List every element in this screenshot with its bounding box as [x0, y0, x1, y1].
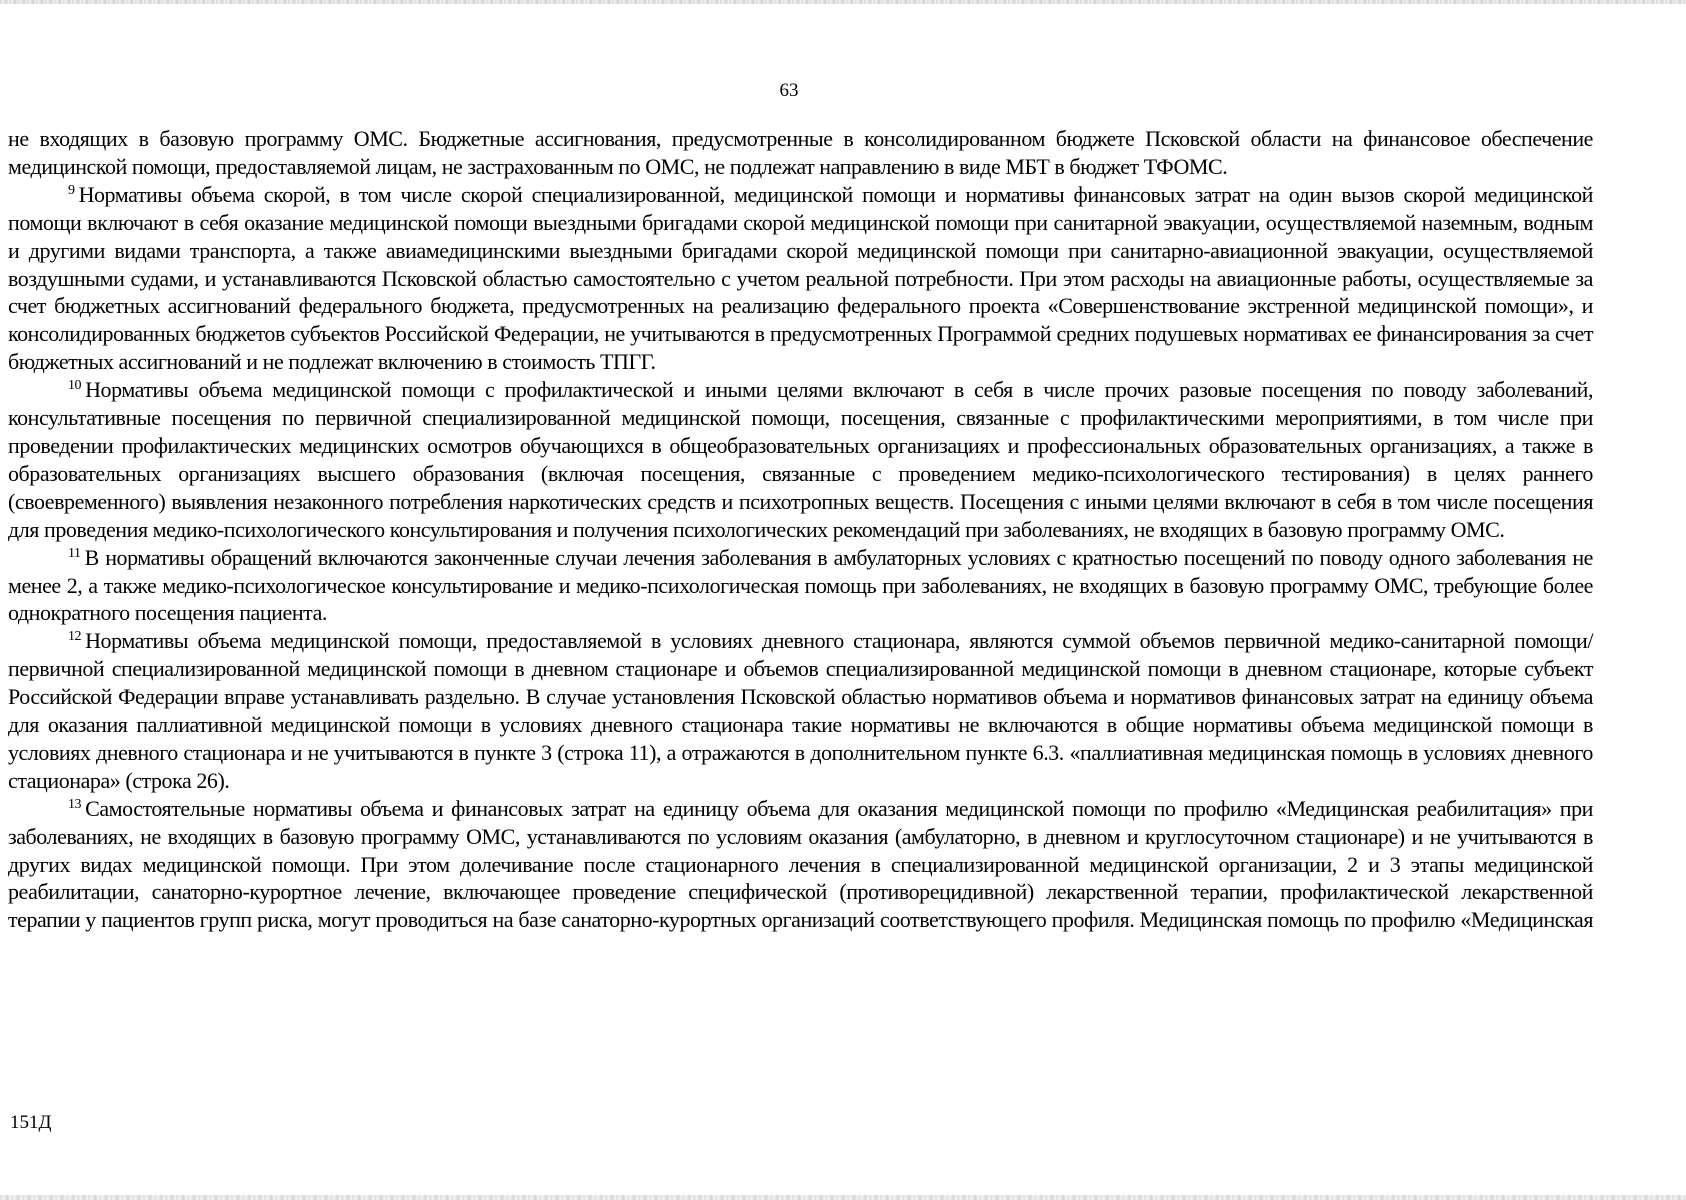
- footnote-marker: 12: [68, 629, 82, 645]
- page-number: 63: [779, 80, 799, 101]
- footnote-12: [8, 627, 1593, 794]
- footnote-11: [8, 544, 1593, 628]
- footnote-text: Нормативы объема медицинской помощи с профилактической и иными целями включают в себя в числе прочих разовые посещения по поводу заболеваний, консультативные посещения по первичной специализированной медицинской помощи, посещения, связанные с профилактическими мероприятиями, в том числе при проведении профилактических медицинских осмотров обучающихся в общеобразовательных организациях и профессиональных образовательных организациях, а также в образовательных организациях высшего образования (включая посещения, связанные с проведением медико-психологического тестирования) в целях раннего (своевременного) выявления незаконного потребления наркотических средств и психотропных веществ. Посещения с иными целями включают в себя в том числе посещения для проведения медико-психологического консультирования и получения психологических рекомендаций при заболеваниях, не входящих в базовую программу ОМС.: [8, 377, 1593, 542]
- footnote-marker: 13: [68, 796, 82, 812]
- scan-edge-bottom: [0, 1195, 1686, 1200]
- footnote-text: Нормативы объема медицинской помощи, предоставляемой в условиях дневного стационара, являются суммой объемов первичной медико-санитарной помощи/первичной специализированной медицинской помощи в дневном стационаре и объемов специализированной медицинской помощи в дневном стационаре, которые субъект Российской Федерации вправе устанавливать раздельно. В случае установления Псковской областью нормативов объема и нормативов финансовых затрат на единицу объема для оказания паллиативной медицинской помощи в условиях дневного стационара такие нормативы не включаются в общие нормативы объема медицинской помощи в условиях дневного стационара и не учитываются в пункте 3 (строка 11), а отражаются в дополнительном пункте 6.3. «паллиативная медицинская помощь в условиях дневного стационара» (строка 26).: [8, 628, 1593, 793]
- footnote-marker: 9: [68, 182, 75, 198]
- footnote-text: Самостоятельные нормативы объема и финансовых затрат на единицу объема для оказания медицинской помощи по профилю «Медицинская реабилитация» при заболеваниях, не входящих в базовую программу ОМС, устанавливаются по условиям оказания (амбулаторно, в дневном и круглосуточном стационаре) и не учитываются в других видах медицинской помощи. При этом долечивание после стационарного лечения в специализированной медицинской организации, 2 и 3 этапы медицинской реабилитации, санаторно-курортное лечение, включающее проведение специфической (противорецидивной) лекарственной терапии, профилактической лекарственной терапии у пациентов групп риска, могут проводиться на базе санаторно-курортных организаций соответствующего профиля. Медицинская помощь по профилю «Медицинская: [8, 795, 1593, 933]
- paragraph-text: не входящих в базовую программу ОМС. Бюджетные ассигнования, предусмотренные в консолидированном бюджете Псковской области на финансовое обеспечение медицинской помощи, предоставляемой лицам, не застрахованным по ОМС, не подлежат направлению в виде МБТ в бюджет ТФОМС.: [8, 126, 1593, 179]
- document-code: 151Д: [10, 1112, 52, 1133]
- footnote-marker: 10: [68, 378, 82, 394]
- paragraph-continuation: [8, 125, 1593, 181]
- footnote-10: [8, 376, 1593, 543]
- document-body: [8, 125, 1593, 934]
- footnote-13: [8, 795, 1593, 935]
- scan-edge-top: [0, 0, 1686, 4]
- footnote-text: В нормативы обращений включаются законченные случаи лечения заболевания в амбулаторных условиях с кратностью посещений по поводу одного заболевания не менее 2, а также медико-психологическое консультирование и медико-психологическая помощь при заболеваниях, не входящих в базовую программу ОМС, требующие более однократного посещения пациента.: [8, 544, 1593, 626]
- footnote-9: [8, 181, 1593, 376]
- footnote-text: Нормативы объема скорой, в том числе скорой специализированной, медицинской помощи и нормативы финансовых затрат на один вызов скорой медицинской помощи включают в себя оказание медицинской помощи выездными бригадами скорой медицинской помощи при санитарной эвакуации, осуществляемой наземным, водным и другими видами транспорта, а также авиамедицинскими выездными бригадами скорой медицинской помощи при санитарно-авиационной эвакуации, осуществляемой воздушными судами, и устанавливаются Псковской областью самостоятельно с учетом реальной потребности. При этом расходы на авиационные работы, осуществляемые за счет бюджетных ассигнований федерального бюджета, предусмотренных на реализацию федерального проекта «Совершенствование экстренной медицинской помощи», и консолидированных бюджетов субъектов Российской Федерации, не учитываются в предусмотренных Программой средних подушевых нормативах ее финансирования за счет бюджетных ассигнований и не подлежат включению в стоимость ТПГГ.: [8, 181, 1593, 375]
- footnote-marker: 11: [68, 545, 81, 561]
